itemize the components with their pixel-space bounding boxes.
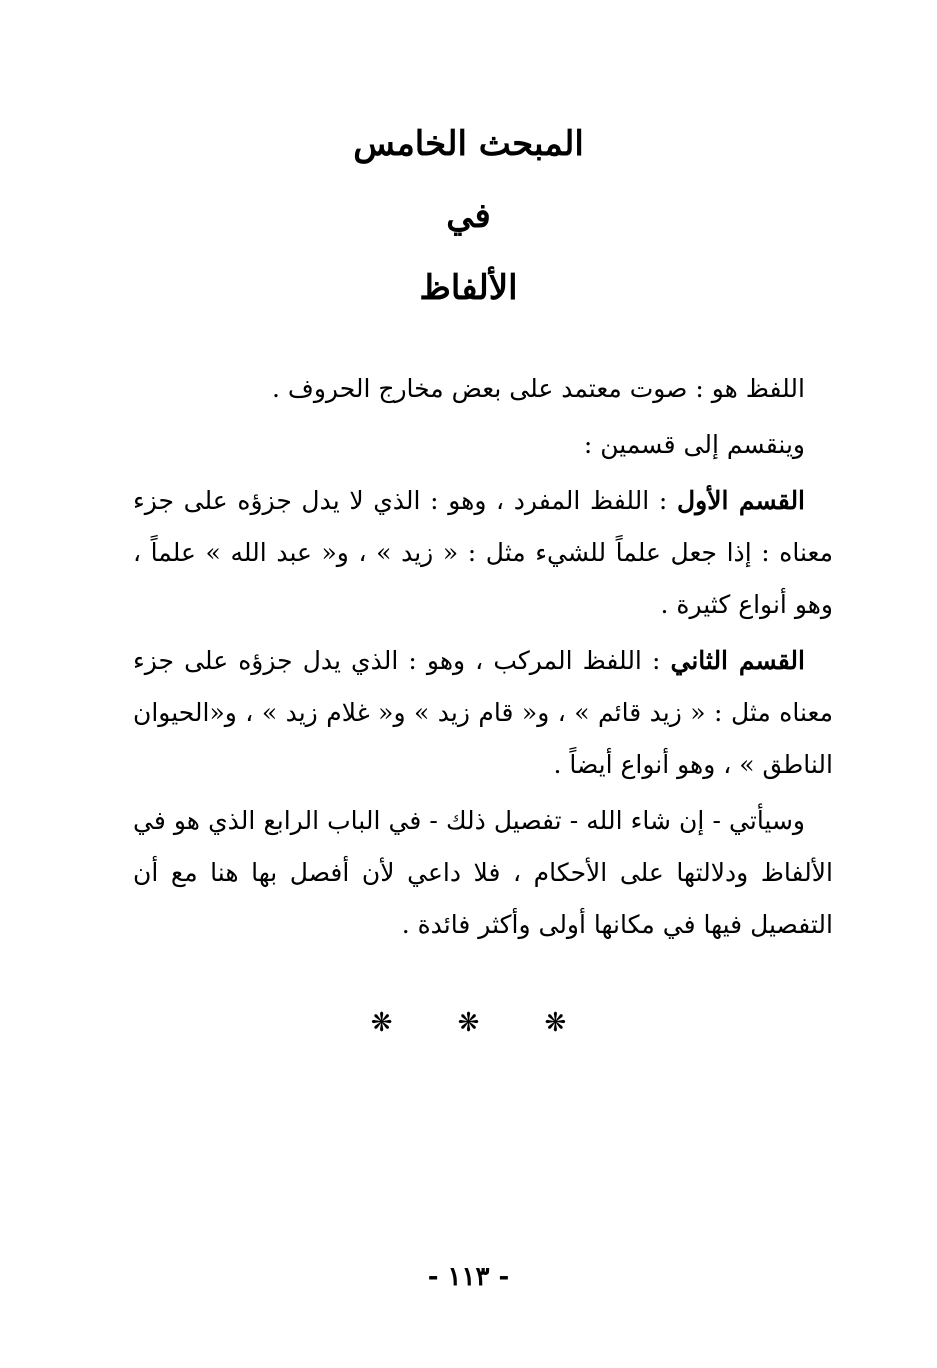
section-separator (0, 1008, 937, 1038)
page-number: - ١١٣ - (427, 1262, 510, 1292)
section-heading (0, 108, 937, 324)
first-section-text: : اللفظ المفرد ، وهو : الذي لا يدل جزؤه على جزء معناه : إذا جعل علماً للشيء مثل : « زيد » ، و« عبد الله » علماً ، وهو أنواع كثيرة . (133, 486, 833, 619)
asterism-star-icon: ❋ (457, 1008, 480, 1038)
paragraph-closing: وسيأتي - إن شاء الله - تفصيل ذلك - في الباب الرابع الذي هو في الألفاظ ودلالتها على الأحكام ، فلا داعي لأن أفصل بها هنا مع أن التفصيل فيها في مكانها أولى وأكثر فائدة . (133, 806, 833, 939)
heading-line-2: في (446, 196, 491, 236)
paragraph-first-section (133, 475, 833, 631)
heading-line-3: الألفاظ (419, 268, 518, 308)
heading-line-1: المبحث الخامس (353, 124, 584, 164)
asterism-star-icon: ❋ (370, 1008, 393, 1038)
body-text (133, 363, 833, 955)
paragraph-second-section (133, 635, 833, 791)
second-section-label: القسم الثاني (670, 646, 805, 675)
paragraph-division: وينقسم إلى قسمين : (583, 430, 805, 459)
asterism-star-icon: ❋ (544, 1008, 567, 1038)
paragraph-definition: اللفظ هو : صوت معتمد على بعض مخارج الحروف . (272, 374, 805, 403)
first-section-label: القسم الأول (677, 486, 806, 515)
second-section-text: : اللفظ المركب ، وهو : الذي يدل جزؤه على جزء معناه مثل : « زيد قائم » ، و« قام زيد » و« غلام زيد » ، و«الحيوان الناطق » ، وهو أنواع أيضاً . (133, 646, 833, 779)
